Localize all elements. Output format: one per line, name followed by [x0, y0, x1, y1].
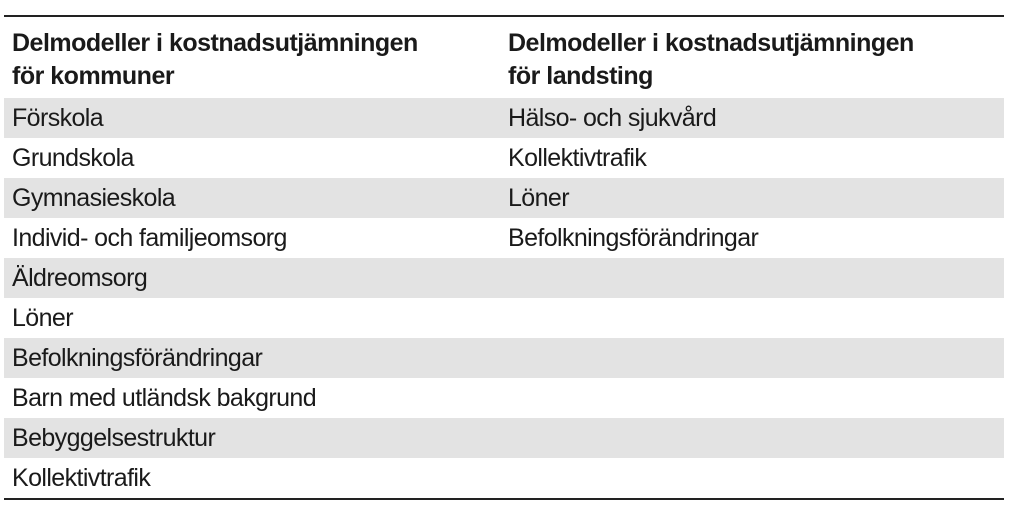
- header-landsting-line-2: för landsting: [508, 62, 653, 90]
- landsting-cell: Befolkningsförändringar: [508, 224, 759, 252]
- cost-equalization-table: [4, 15, 1004, 500]
- landsting-cell: Kollektivtrafik: [508, 144, 647, 172]
- cost-equalization-table-container: [4, 15, 1004, 500]
- table-body: [4, 98, 1004, 499]
- kommuner-cell: Grundskola: [12, 144, 134, 172]
- landsting-cell: [500, 338, 1004, 378]
- header-landsting-line-1: Delmodeller i kostnadsutjämningen: [508, 29, 914, 57]
- landsting-cell: [500, 298, 1004, 338]
- table-row: [4, 138, 1004, 178]
- table-row: [4, 378, 1004, 418]
- landsting-cell: Hälso- och sjukvård: [500, 98, 1004, 138]
- table-row: [4, 98, 1004, 138]
- header-kommuner-line-2: för kommuner: [12, 62, 175, 90]
- landsting-cell: Löner: [500, 178, 1004, 218]
- kommuner-cell: Bebyggelsestruktur: [4, 418, 500, 458]
- landsting-cell: [500, 378, 1004, 418]
- landsting-cell: [500, 458, 1004, 499]
- kommuner-cell: Kollektivtrafik: [12, 464, 151, 492]
- table-header: [4, 16, 1004, 98]
- kommuner-cell: Äldreomsorg: [4, 258, 500, 298]
- table-row: [4, 298, 1004, 338]
- kommuner-cell: Individ- och familjeomsorg: [12, 224, 287, 252]
- header-kommuner: [4, 16, 500, 98]
- kommuner-cell: Gymnasieskola: [4, 178, 500, 218]
- header-landsting: [500, 16, 1004, 98]
- kommuner-cell: Förskola: [4, 98, 500, 138]
- kommuner-cell: Barn med utländsk bakgrund: [12, 384, 317, 412]
- table-row: [4, 218, 1004, 258]
- table-row: [4, 418, 1004, 458]
- header-kommuner-line-1: Delmodeller i kostnadsutjämningen: [12, 29, 418, 57]
- header-row: [4, 16, 1004, 98]
- table-row: [4, 258, 1004, 298]
- table-row: [4, 458, 1004, 499]
- landsting-cell: [500, 258, 1004, 298]
- table-row: [4, 338, 1004, 378]
- kommuner-cell: Befolkningsförändringar: [4, 338, 500, 378]
- table-row: [4, 178, 1004, 218]
- kommuner-cell: Löner: [12, 304, 73, 332]
- landsting-cell: [500, 418, 1004, 458]
